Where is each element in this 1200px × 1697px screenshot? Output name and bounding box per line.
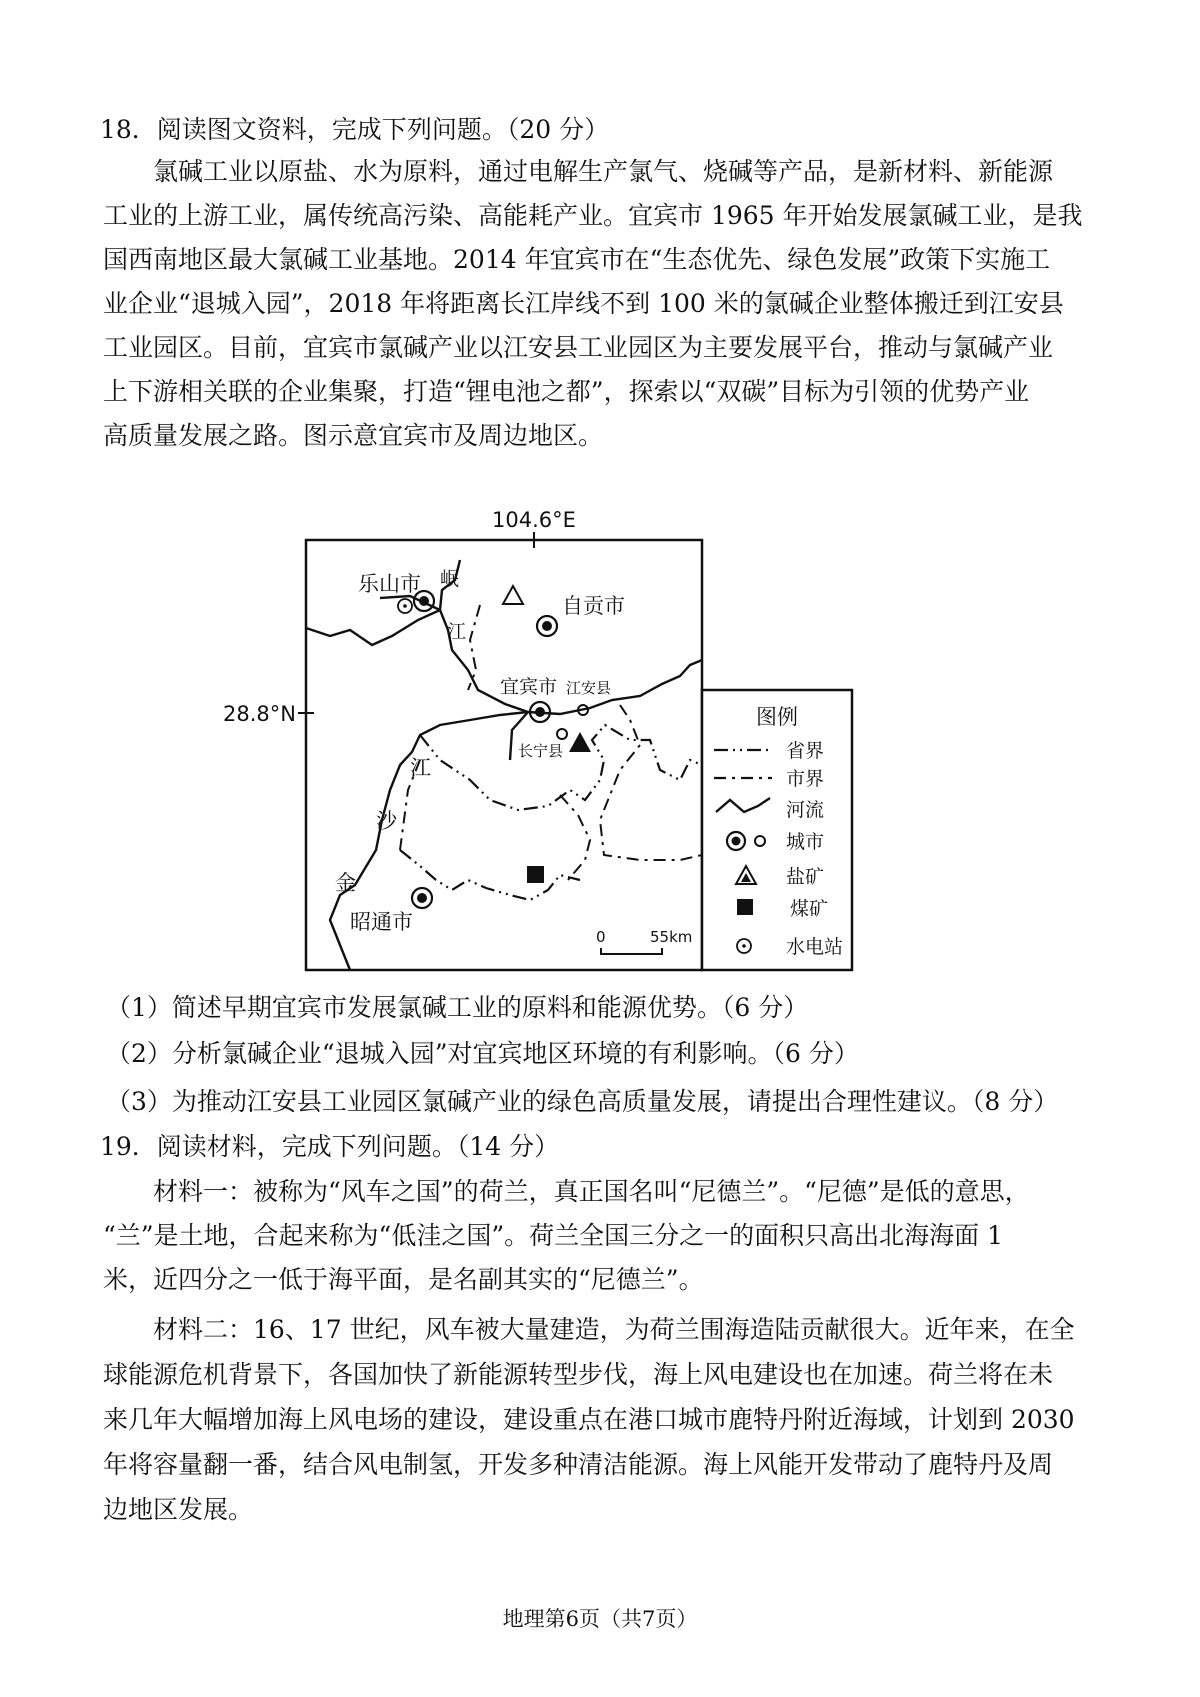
coal-mine-marker xyxy=(527,866,544,883)
legend-hydropower-symbol-dot xyxy=(742,944,746,948)
legend-title: 图例 xyxy=(756,705,798,729)
q19-material-1-line: 材料一：被称为“风车之国”的荷兰，真正国名叫“尼德兰”。“尼德”是低的意思， xyxy=(153,1177,1030,1206)
q19-material-1-line: 米，近四分之一低于海平面，是名副其实的“尼德兰”。 xyxy=(103,1265,704,1294)
q18-paragraph-line: 工业的上游工业，属传统高污染、高能耗产业。宜宾市 1965 年开始发展氯碱工业，是我 xyxy=(103,201,1083,230)
salt-mine-marker-changning xyxy=(569,732,591,752)
q19-material-2-line: 边地区发展。 xyxy=(103,1495,254,1524)
legend-province-label: 省界 xyxy=(786,740,825,762)
q19-material-2-line: 年将容量翻一番，结合风电制氢，开发多种清洁能源。海上风能开发带动了鹿特丹及周 xyxy=(103,1450,1054,1479)
leshan-city-dot xyxy=(419,596,429,606)
yibin-city-dot xyxy=(535,707,545,717)
zigong-label: 自贡市 xyxy=(562,594,625,618)
legend-coal-mine-symbol xyxy=(737,899,753,915)
city-boundary-line-2 xyxy=(600,705,702,860)
legend-river-label: 河流 xyxy=(786,799,825,821)
river-tributary-west xyxy=(306,610,440,645)
yibin-label: 宜宾市 xyxy=(500,676,558,698)
q18-sub-question-1: （1）简述早期宜宾市发展氯碱工业的原料和能源优势。（6 分） xyxy=(106,993,809,1022)
hydropower-dot xyxy=(403,604,407,608)
q18-paragraph-line: 上下游相关联的企业集聚，打造“锂电池之都”，探索以“双碳”目标为引领的优势产业 xyxy=(103,377,1030,406)
river-label-min: 岷 xyxy=(440,568,460,590)
q18-sub-question-2: （2）分析氯碱企业“退城入园”对宜宾地区环境的有利影响。（6 分） xyxy=(106,1039,859,1068)
city-boundary-line-3 xyxy=(560,795,590,880)
q19-material-2-line: 球能源危机背景下，各国加快了新能源转型步伐，海上风电建设也在加速。荷兰将在未 xyxy=(103,1360,1054,1389)
q18-paragraph-line: 业企业“退城入园”，2018 年将距离长江岸线不到 100 米的氯碱企业整体搬迁到江安县 xyxy=(103,289,1064,318)
q18-title: 18．阅读图文资料，完成下列问题。（20 分） xyxy=(100,115,610,144)
q19-material-1-line: “兰”是土地，合起来称为“低洼之国”。荷兰全国三分之一的面积只高出北海海面 1 xyxy=(103,1221,1003,1250)
legend-city-boundary-label: 市界 xyxy=(786,768,825,790)
q19-material-2-line: 材料二：16、17 世纪，风车被大量建造，为荷兰围海造陆贡献很大。近年来，在全 xyxy=(153,1315,1075,1344)
city-boundary-line-1 xyxy=(468,605,480,690)
province-boundary-south xyxy=(400,850,580,900)
leshan-label: 乐山市 xyxy=(358,572,421,596)
salt-mine-marker-zigong xyxy=(503,586,523,604)
changning-label: 长宁县 xyxy=(518,742,564,760)
zhaotong-label: 昭通市 xyxy=(350,910,413,934)
legend-city-symbol-large-dot xyxy=(732,837,741,846)
q19-title: 19．阅读材料，完成下列问题。（14 分） xyxy=(100,1132,560,1161)
zigong-city-dot xyxy=(542,621,552,631)
legend-box xyxy=(702,690,852,970)
q18-paragraph-line: 氯碱工业以原盐、水为原料，通过电解生产氯气、烧碱等产品，是新材料、新能源 xyxy=(153,157,1054,186)
q19-material-2-line: 来几年大幅增加海上风电场的建设，建设重点在港口城市鹿特丹附近海域，计划到 2030 xyxy=(103,1405,1075,1434)
river-label-jinsha-jin: 金 xyxy=(335,871,356,895)
longitude-label: 104.6°E xyxy=(492,508,576,532)
legend-hydropower-label: 水电站 xyxy=(786,936,844,958)
zhaotong-city-dot xyxy=(417,893,427,903)
jiangan-label: 江安县 xyxy=(566,679,612,697)
changning-county-marker xyxy=(557,729,567,739)
q18-paragraph-line: 工业园区。目前，宜宾市氯碱产业以江安县工业园区为主要发展平台，推动与氯碱产业 xyxy=(103,333,1054,362)
scale-bar xyxy=(601,948,662,954)
q18-paragraph-line: 高质量发展之路。图示意宜宾市及周边地区。 xyxy=(103,421,604,450)
river-label-jinsha-sha: 沙 xyxy=(376,809,397,833)
river-label-min-jiang: 江 xyxy=(447,621,467,643)
scale-zero: 0 xyxy=(596,928,606,946)
legend-city-label: 城市 xyxy=(786,831,825,853)
q18-sub-question-3: （3）为推动江安县工业园区氯碱产业的绿色高质量发展，请提出合理性建议。（8 分） xyxy=(106,1087,1059,1116)
page-footer: 地理第6页（共7页） xyxy=(502,1607,698,1631)
river-label-jinsha-jiang: 江 xyxy=(410,756,431,780)
legend-salt-mine-label: 盐矿 xyxy=(786,866,825,888)
latitude-label: 28.8°N xyxy=(223,702,296,726)
scale-distance: 55km xyxy=(650,928,693,946)
q18-paragraph-line: 国西南地区最大氯碱工业基地。2014 年宜宾市在“生态优先、绿色发展”政策下实施工 xyxy=(103,245,1051,274)
rivers xyxy=(306,560,702,970)
legend-coal-mine-label: 煤矿 xyxy=(790,898,829,920)
